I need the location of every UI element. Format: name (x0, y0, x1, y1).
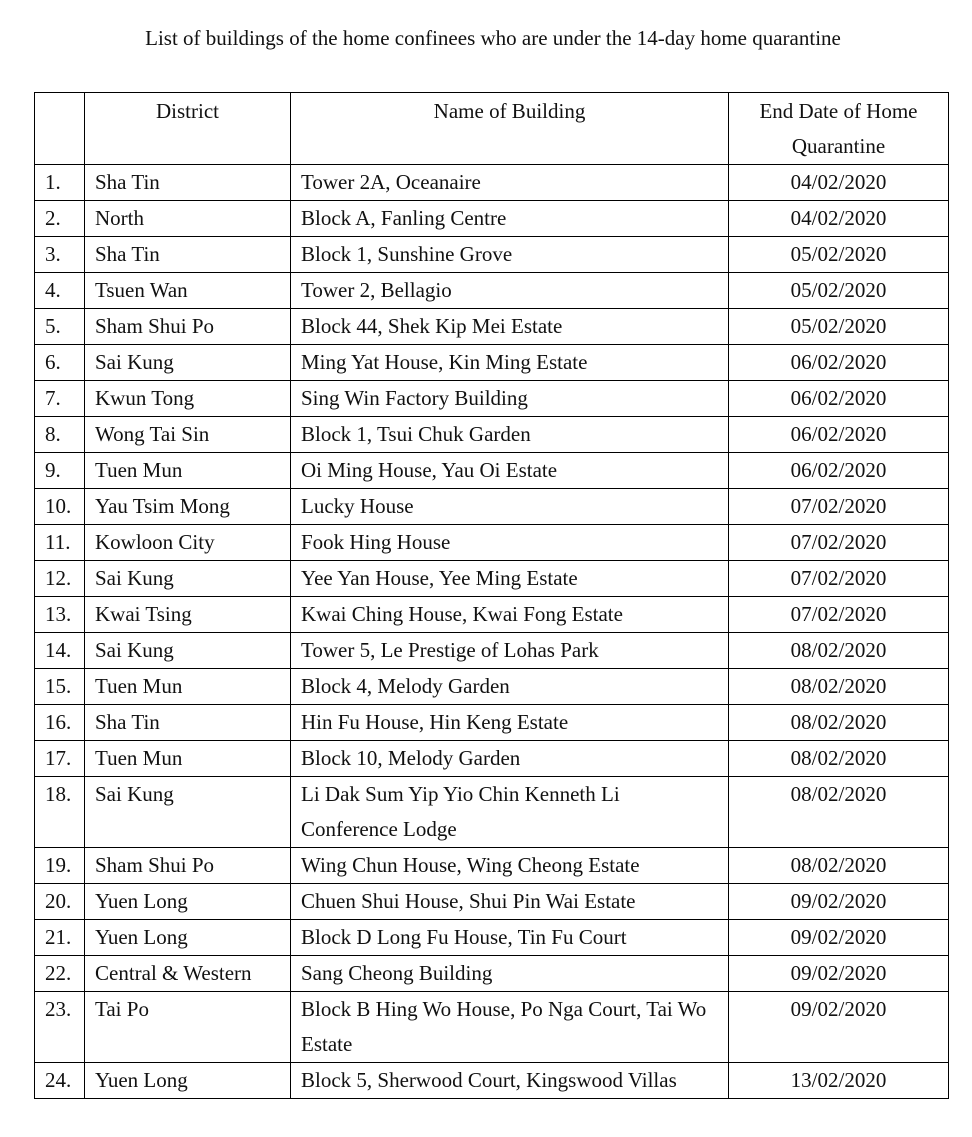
row-number: 3. (35, 237, 85, 273)
table-row (35, 848, 949, 884)
row-end-date: 06/02/2020 (729, 453, 949, 489)
row-number: 11. (35, 525, 85, 561)
row-district: Tsuen Wan (85, 273, 291, 309)
row-number: 15. (35, 669, 85, 705)
table-row (35, 705, 949, 741)
table-row (35, 417, 949, 453)
row-district: Kowloon City (85, 525, 291, 561)
row-building: Li Dak Sum Yip Yio Chin Kenneth Li Conference Lodge (291, 777, 729, 848)
row-district: Central & Western (85, 956, 291, 992)
row-district: Tuen Mun (85, 453, 291, 489)
row-end-date: 06/02/2020 (729, 381, 949, 417)
row-district: Sai Kung (85, 345, 291, 381)
table-header-row (35, 93, 949, 165)
row-building: Ming Yat House, Kin Ming Estate (291, 345, 729, 381)
row-district: Yuen Long (85, 920, 291, 956)
table-row (35, 1063, 949, 1099)
table-row (35, 920, 949, 956)
row-building: Kwai Ching House, Kwai Fong Estate (291, 597, 729, 633)
row-district: Yuen Long (85, 1063, 291, 1099)
table-row (35, 669, 949, 705)
row-number: 14. (35, 633, 85, 669)
row-building: Block 44, Shek Kip Mei Estate (291, 309, 729, 345)
row-district: Sham Shui Po (85, 309, 291, 345)
row-end-date: 07/02/2020 (729, 489, 949, 525)
row-end-date: 04/02/2020 (729, 165, 949, 201)
table-row (35, 777, 949, 848)
row-number: 21. (35, 920, 85, 956)
row-end-date: 13/02/2020 (729, 1063, 949, 1099)
row-district: Kwai Tsing (85, 597, 291, 633)
quarantine-buildings-table (34, 92, 949, 1099)
row-building: Block A, Fanling Centre (291, 201, 729, 237)
row-district: Kwun Tong (85, 381, 291, 417)
row-building: Sing Win Factory Building (291, 381, 729, 417)
row-end-date: 05/02/2020 (729, 309, 949, 345)
row-building: Block 1, Sunshine Grove (291, 237, 729, 273)
row-number: 23. (35, 992, 85, 1063)
row-end-date: 05/02/2020 (729, 273, 949, 309)
row-district: Sai Kung (85, 777, 291, 848)
row-number: 13. (35, 597, 85, 633)
header-end-date: End Date of Home Quarantine (729, 93, 949, 165)
row-building: Wing Chun House, Wing Cheong Estate (291, 848, 729, 884)
row-building: Block 4, Melody Garden (291, 669, 729, 705)
table-row (35, 992, 949, 1063)
row-end-date: 08/02/2020 (729, 633, 949, 669)
row-district: North (85, 201, 291, 237)
table-row (35, 309, 949, 345)
row-building: Sang Cheong Building (291, 956, 729, 992)
row-number: 9. (35, 453, 85, 489)
row-district: Sai Kung (85, 561, 291, 597)
table-row (35, 453, 949, 489)
row-district: Sha Tin (85, 165, 291, 201)
row-building: Tower 2A, Oceanaire (291, 165, 729, 201)
row-building: Chuen Shui House, Shui Pin Wai Estate (291, 884, 729, 920)
table-row (35, 165, 949, 201)
row-end-date: 09/02/2020 (729, 956, 949, 992)
row-district: Yau Tsim Mong (85, 489, 291, 525)
row-number: 19. (35, 848, 85, 884)
row-end-date: 06/02/2020 (729, 417, 949, 453)
row-end-date: 08/02/2020 (729, 669, 949, 705)
row-number: 18. (35, 777, 85, 848)
row-end-date: 08/02/2020 (729, 848, 949, 884)
row-number: 4. (35, 273, 85, 309)
row-end-date: 07/02/2020 (729, 561, 949, 597)
row-number: 6. (35, 345, 85, 381)
row-number: 22. (35, 956, 85, 992)
table-row (35, 956, 949, 992)
row-number: 7. (35, 381, 85, 417)
row-number: 24. (35, 1063, 85, 1099)
row-building: Block 10, Melody Garden (291, 741, 729, 777)
row-end-date: 09/02/2020 (729, 920, 949, 956)
row-building: Block 1, Tsui Chuk Garden (291, 417, 729, 453)
row-building: Tower 2, Bellagio (291, 273, 729, 309)
row-end-date: 06/02/2020 (729, 345, 949, 381)
row-number: 5. (35, 309, 85, 345)
row-end-date: 04/02/2020 (729, 201, 949, 237)
table-row (35, 633, 949, 669)
table-row (35, 597, 949, 633)
table-row (35, 201, 949, 237)
row-end-date: 08/02/2020 (729, 741, 949, 777)
row-district: Sha Tin (85, 237, 291, 273)
row-end-date: 09/02/2020 (729, 992, 949, 1063)
table-row (35, 741, 949, 777)
row-building: Hin Fu House, Hin Keng Estate (291, 705, 729, 741)
row-building: Block 5, Sherwood Court, Kingswood Villas (291, 1063, 729, 1099)
row-number: 1. (35, 165, 85, 201)
table-row (35, 273, 949, 309)
row-number: 17. (35, 741, 85, 777)
header-number (35, 93, 85, 165)
row-number: 12. (35, 561, 85, 597)
table-row (35, 237, 949, 273)
row-district: Sha Tin (85, 705, 291, 741)
table-row (35, 561, 949, 597)
row-district: Sai Kung (85, 633, 291, 669)
row-district: Tai Po (85, 992, 291, 1063)
table-row (35, 525, 949, 561)
row-number: 10. (35, 489, 85, 525)
table-row (35, 489, 949, 525)
row-end-date: 05/02/2020 (729, 237, 949, 273)
row-building: Block D Long Fu House, Tin Fu Court (291, 920, 729, 956)
row-end-date: 08/02/2020 (729, 705, 949, 741)
header-district: District (85, 93, 291, 165)
row-district: Yuen Long (85, 884, 291, 920)
row-number: 2. (35, 201, 85, 237)
row-number: 16. (35, 705, 85, 741)
row-district: Sham Shui Po (85, 848, 291, 884)
row-end-date: 08/02/2020 (729, 777, 949, 848)
row-building: Oi Ming House, Yau Oi Estate (291, 453, 729, 489)
table-row (35, 345, 949, 381)
page-title: List of buildings of the home confinees who are under the 14-day home quarantine (145, 26, 841, 50)
row-building: Tower 5, Le Prestige of Lohas Park (291, 633, 729, 669)
header-building: Name of Building (291, 93, 729, 165)
row-end-date: 09/02/2020 (729, 884, 949, 920)
row-building: Fook Hing House (291, 525, 729, 561)
row-end-date: 07/02/2020 (729, 597, 949, 633)
row-end-date: 07/02/2020 (729, 525, 949, 561)
row-number: 20. (35, 884, 85, 920)
row-building: Block B Hing Wo House, Po Nga Court, Tai Wo Estate (291, 992, 729, 1063)
row-district: Tuen Mun (85, 741, 291, 777)
table-row (35, 884, 949, 920)
table-row (35, 381, 949, 417)
row-district: Tuen Mun (85, 669, 291, 705)
row-number: 8. (35, 417, 85, 453)
row-building: Lucky House (291, 489, 729, 525)
row-building: Yee Yan House, Yee Ming Estate (291, 561, 729, 597)
row-district: Wong Tai Sin (85, 417, 291, 453)
